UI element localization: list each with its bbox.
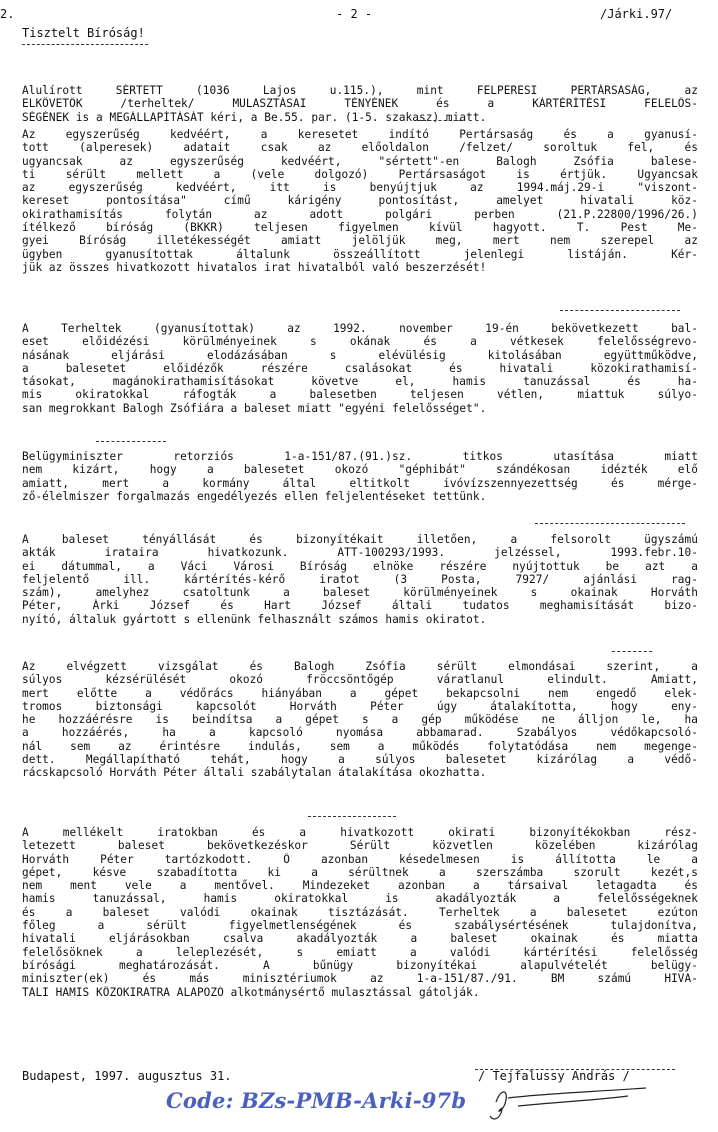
text-line: főleg a sérült figyelmetlenségének és szabálysértésének tulajdonítva,	[22, 919, 698, 933]
text-line: hamis tanuzással, hamis okiratokkal is akadályozták a felelősségeknek	[22, 892, 698, 906]
page-number: - 2 -	[336, 7, 373, 21]
text-line: A mellékelt iratokban és a hivatkozott okirati bizonyítékokban rész-	[22, 826, 698, 839]
place-and-date: Budapest, 1997. augusztus 31.	[22, 1069, 232, 1083]
text-line: kereset pontosítása" című kárigény pontosítást, amelyet hivatali köz-	[22, 194, 698, 208]
text-line: nál sem az érintésre indulás, sem a működés folytatódása nem megenge-	[22, 739, 698, 753]
text-line: SÉGÉNEK is a MEGÁLLAPÍTÁSÁT kéri, a Be.55. par. (1-5. szakasz) miatt.	[22, 110, 487, 124]
text-line: násának eljárási elodázásában s elévülésig kitolásában együttműködve,	[22, 348, 698, 362]
text-line: nyító, általuk gyártott s ellenünk felhasznált számos hamis okiratot.	[22, 612, 487, 626]
text-line: rácskapcsoló Horváth Péter általi szabálytalan átalakítása okozhatta.	[22, 766, 487, 780]
text-line: akták irataira hivatkozunk. ATT-100293/1993. jelzéssel, 1993.febr.10-	[22, 546, 698, 560]
text-line: Belügyminiszter retorziós 1-a-151/87.(91.)sz. titkos utasítása miatt	[22, 450, 698, 463]
text-line: ugyancsak az egyszerűség kedvéért, "sértett"-en Balogh Zsófia balese-	[22, 154, 698, 168]
text-line: amiatt, mert a kormány által eltitkolt ivóvízszennyezettség és mérge-	[22, 476, 698, 490]
text-line: nem ment vele a mentővel. Mindezeket azonban a társaival letagadta és	[22, 879, 698, 893]
text-line: san megrokkant Balogh Zsófiára a baleset miatt "egyéni felelősséget".	[22, 401, 487, 415]
text-line: tott (alperesek) adatait csak az előoldalon /felzet/ soroltuk fel, és	[22, 141, 698, 155]
salutation-underline	[22, 44, 148, 45]
text-line: miniszter(ek) és más minisztériumok az 1-a-151/87./91. BM számú HIVA-	[22, 972, 698, 986]
paragraph-4	[22, 450, 698, 503]
text-line: felelősöknek a leleplezését, s emiatt a valódi kártérítési felelősség	[22, 945, 698, 959]
section-separator	[96, 441, 166, 442]
text-line: mert előtte a védőrács hiányában a gépet bekapcsolni nem engedő elek-	[22, 686, 698, 700]
document-code: Code: BZs-PMB-Arki-97b	[166, 1088, 467, 1113]
text-line: Horváth Péter tartózkodott. Ő azonban késedelmesen is állította le a	[22, 852, 698, 866]
text-line: jük az összes hivatkozott hivatalos irat hivatalból való beszerzését!	[22, 260, 487, 274]
text-line: súlyos kézsérülését okozó fröccsöntőgép váratlanul elindult. Amiatt,	[22, 673, 698, 687]
text-line: Az egyszerűség kedvéért, a keresetet indító Pertársaság és a gyanusí-	[22, 128, 698, 141]
text-line: feljelentő ill. kártérítés-kérő iratot (3 Posta, 7927/ ajánlási rag-	[22, 572, 698, 586]
paragraph-2	[22, 128, 698, 274]
paragraph-7	[22, 826, 698, 999]
section-separator	[560, 310, 680, 311]
text-line: ti sérült mellett a (vele dolgozó) Pertársaságot is értjük. Ugyancsak	[22, 167, 698, 181]
text-line: tromos biztonsági kapcsolót Horváth Péter úgy átalakította, hogy eny-	[22, 699, 698, 713]
paragraph-1	[22, 84, 698, 124]
text-line: az egyszerűség kedvéért, itt is benyújtjuk az 1994.máj.29-i "viszont-	[22, 181, 698, 195]
paragraph-5	[22, 533, 698, 626]
text-line: A Terheltek (gyanusítottak) az 1992. november 19-én bekövetkezett bal-	[22, 322, 698, 335]
text-line: letezett baleset bekövetkezéskor Sérült közvetlen közelében kizárólag	[22, 839, 698, 853]
text-line: ELKÖVETŐK /terheltek/ MULASZTÁSAI TÉNYÉNEK és a KÁRTÉRÍTÉSI FELELŐS-	[22, 97, 698, 111]
text-line: gépet, késve szabadította ki a sérültnek a szerszámba szorult kezét,s	[22, 865, 698, 879]
text-line: szám), amelyhez csatoltunk a baleset körülményeinek s okainak Horváth	[22, 586, 698, 600]
text-line: gyei Bíróság illetékességét amiatt jelöljük meg, mert nem szerepel az	[22, 234, 698, 248]
salutation: Tisztelt Bíróság!	[22, 26, 145, 40]
handwritten-signature	[478, 1080, 678, 1125]
text-line: ző-élelmiszer forgalmazás engedélyezés ellen feljelentéseket tettünk.	[22, 489, 487, 503]
text-line: Az elvégzett vizsgálat és Balogh Zsófia sérült elmondásai szerint, a	[22, 660, 698, 673]
text-line: hivatali eljárásokban csalva akadályozták a baleset okainak és miatta	[22, 932, 698, 946]
text-line: ei dátummal, a Váci Városi Bíróság elnöke részére nyújtottuk be azt a	[22, 559, 698, 573]
text-line: TALI HAMIS KÖZOKIRATRA ALAPOZÓ alkotmánysértő mulasztással gátolják.	[22, 985, 480, 999]
text-line: okirathamisítás folytán az adott polgári perben (21.P.22800/1996/26.)	[22, 207, 698, 221]
section-separator	[535, 523, 685, 524]
paragraph-6	[22, 660, 698, 780]
signatory-name: / Tejfalussy András /	[478, 1069, 630, 1083]
text-line: a hozzáérés, ha a kapcsoló nyomása abbamarad. Szabályos védőkapcsoló-	[22, 726, 698, 740]
text-line: a balesetet előidézők részére csalásokat és hivatali közokirathamisí-	[22, 361, 698, 375]
text-line: Alulírott SÉRTETT (1036 Lajos u.115.), mint FELPERESI PERTÁRSASÁG, az	[22, 84, 698, 97]
section-separator	[308, 816, 396, 817]
text-line: nem kizárt, hogy a balesetet okozó "géphibát" szándékosan idézték elő	[22, 463, 698, 477]
text-line: A baleset tényállását és bizonyítékait illetően, a felsorolt ügyszámú	[22, 533, 698, 546]
page-left-fragment: 2.	[0, 7, 15, 21]
document-reference: /Járki.97/	[600, 7, 673, 21]
text-line: dett. Megállapítható tehát, hogy a súlyos balesetet kizárólag a védő-	[22, 753, 698, 767]
text-line: he hozzáérésre is beindítsa a gépet s a gép működése ne álljon le, ha	[22, 713, 698, 727]
paragraph-3	[22, 322, 698, 415]
section-separator	[418, 120, 462, 121]
text-line: mis okiratokkal ráfogták a balesetben teljesen vétlen, miattuk súlyo-	[22, 388, 698, 402]
text-line: és a baleset valódi okainak tisztázását. Terheltek a balesetet ezúton	[22, 905, 698, 919]
text-line: ítélkező bíróság (BKKR) teljesen figyelmen kívül hagyott. T. Pest Me-	[22, 221, 698, 235]
text-line: ügyben gyanusítottak általunk összeállított jelenlegi listáján. Kér-	[22, 247, 698, 261]
text-line: eset előidézési körülményeinek s okának és a vétkesek felelősségrevo-	[22, 335, 698, 349]
text-line: bírósági meghatározását. A bűnügy bizonyítékai alapulvételét belügy-	[22, 958, 698, 972]
text-line: Péter, Árki József és Hart József általi tudatos meghamisítását bizo-	[22, 599, 698, 613]
section-separator	[612, 651, 652, 652]
text-line: tásokat, magánokirathamisításokat követve el, hamis tanuzással és ha-	[22, 375, 698, 389]
